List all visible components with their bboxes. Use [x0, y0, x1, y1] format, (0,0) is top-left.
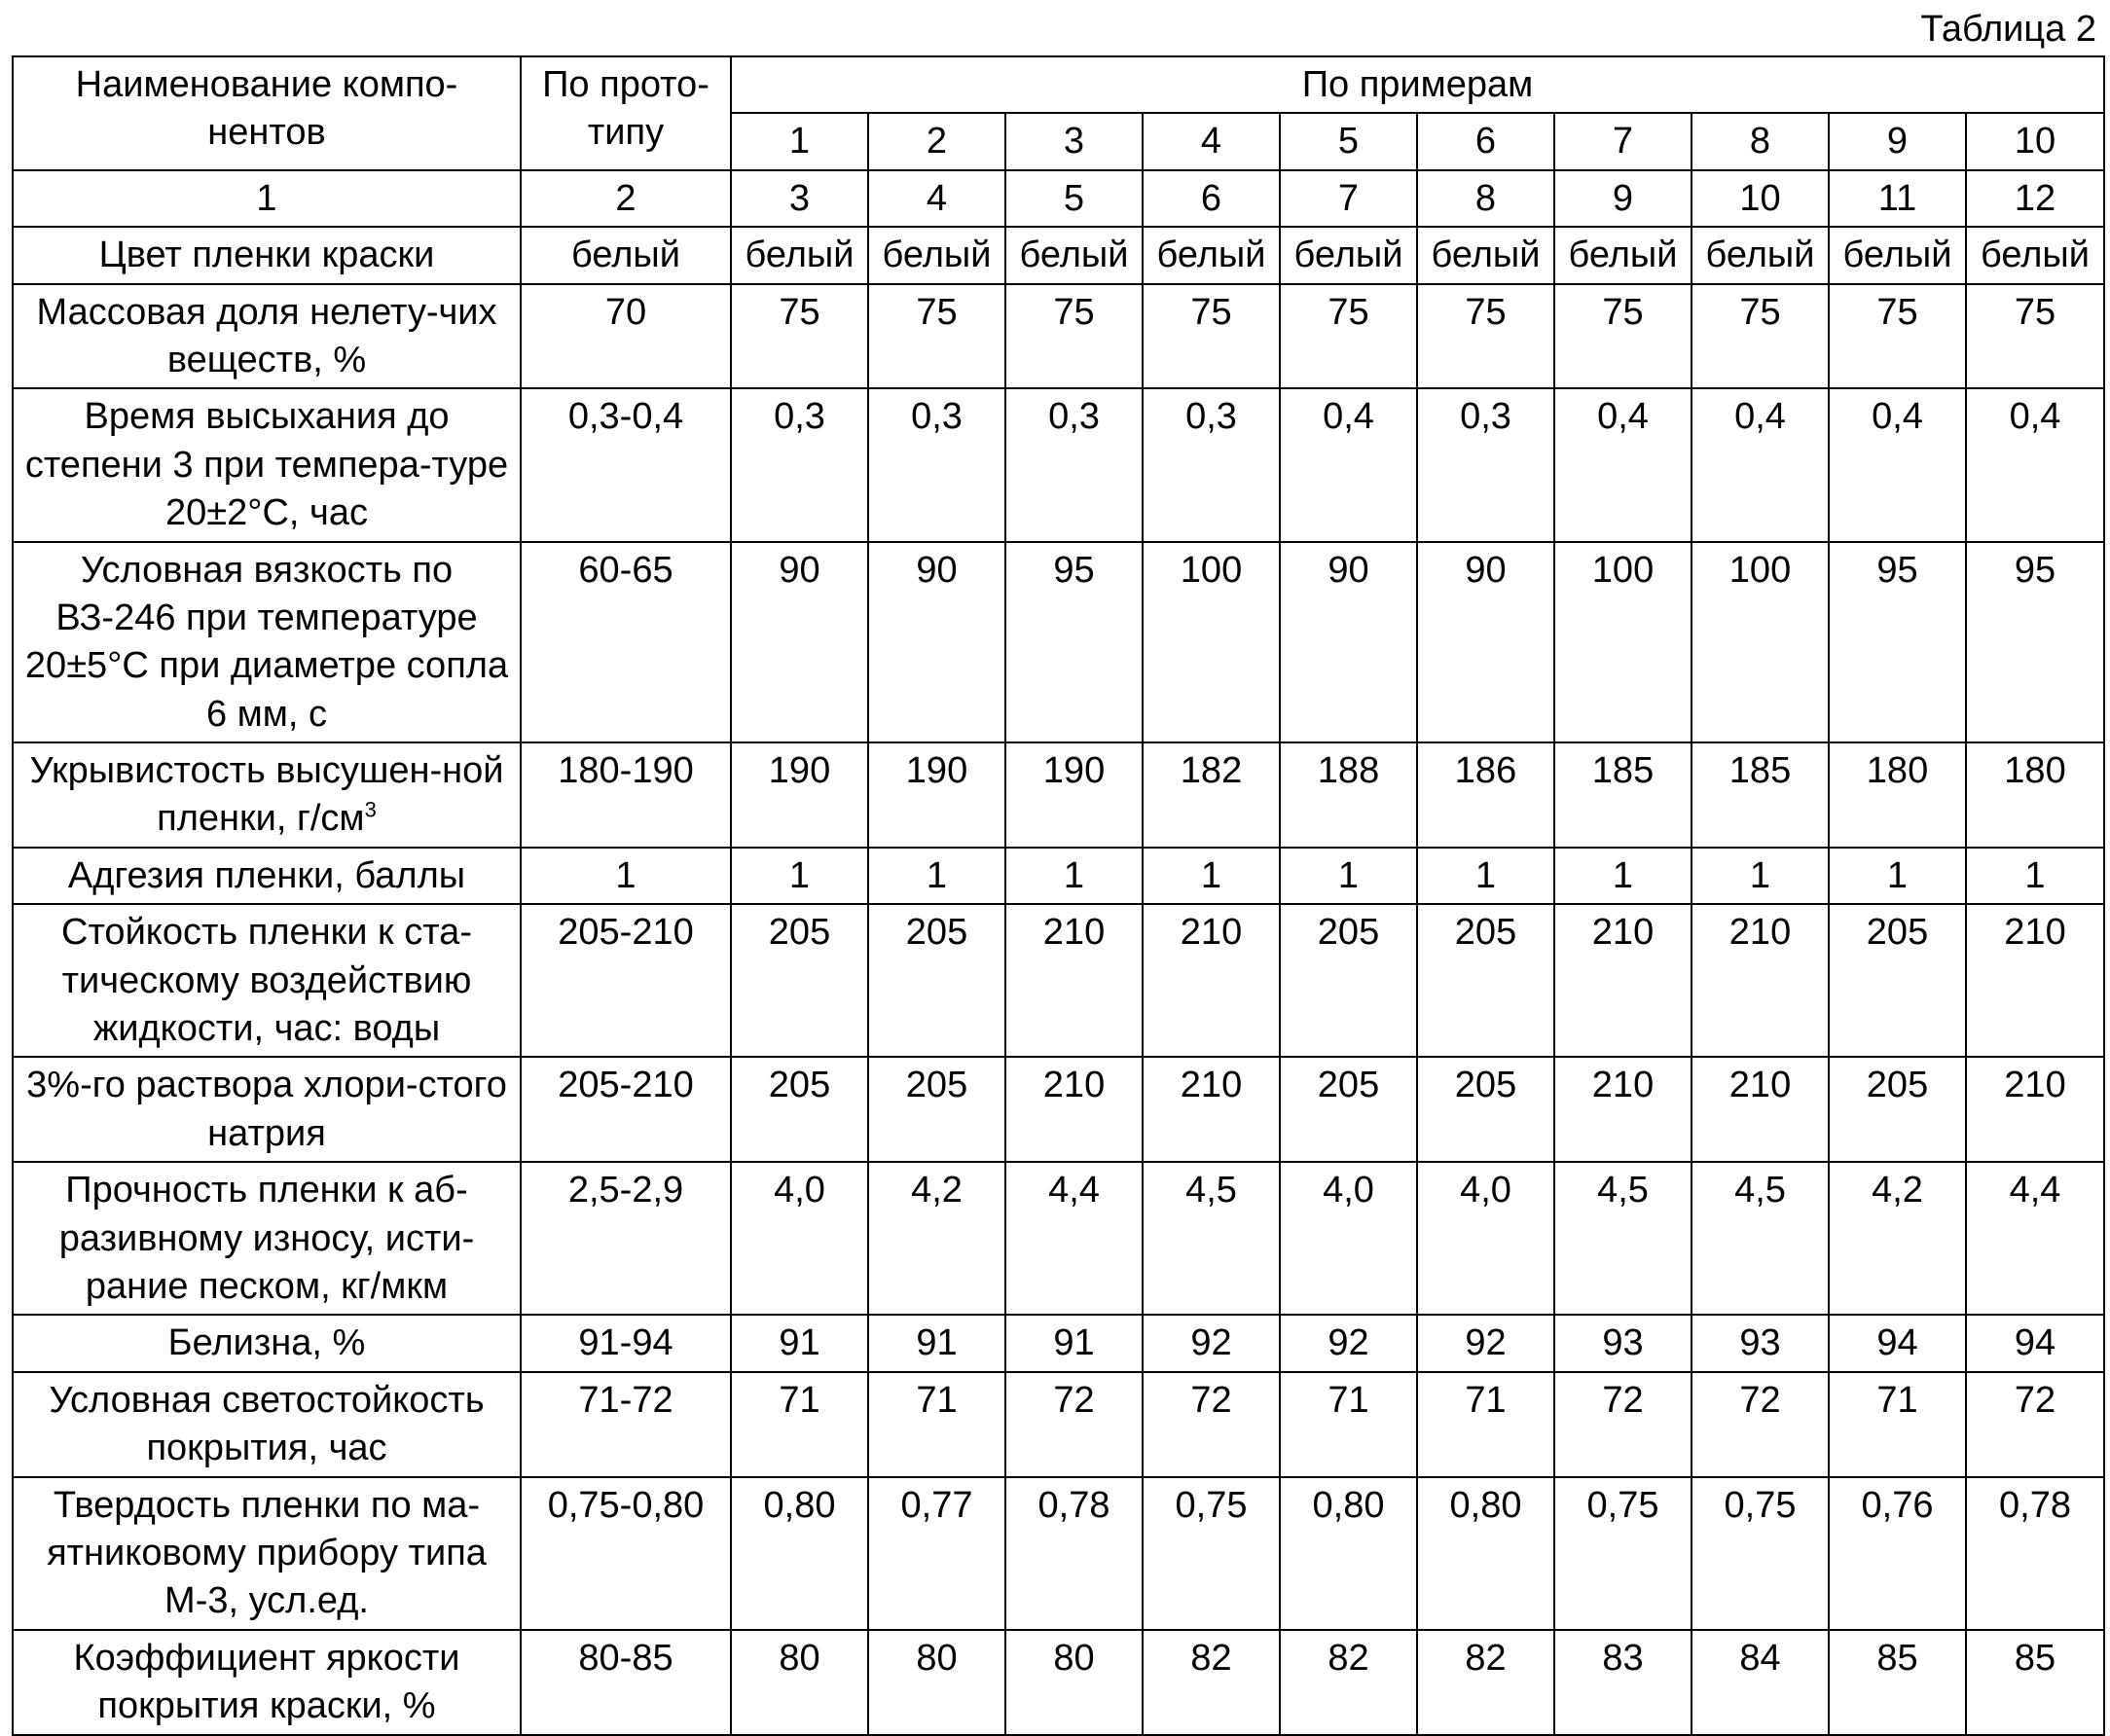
example-number: 1: [731, 113, 868, 169]
example-value: 190: [1005, 742, 1143, 848]
example-value: 90: [868, 542, 1005, 743]
example-value: 180: [1829, 742, 1966, 848]
example-value: 72: [1554, 1372, 1692, 1477]
table-row: [13, 1477, 2104, 1630]
property-name-text: Условная светостойкость покрытия, час: [49, 1379, 485, 1469]
table-row: [13, 388, 2104, 541]
example-value: 80: [731, 1630, 868, 1735]
prototype-value: 205-210: [521, 904, 731, 1057]
column-number: 2: [521, 170, 731, 227]
example-value: 4,2: [1829, 1162, 1966, 1315]
example-value: 92: [1143, 1315, 1280, 1371]
prototype-value: белый: [521, 227, 731, 283]
example-value: 210: [1554, 904, 1692, 1057]
example-value: 182: [1143, 742, 1280, 848]
example-value: 4,5: [1692, 1162, 1829, 1315]
example-value: 82: [1143, 1630, 1280, 1735]
property-name: [13, 1630, 521, 1735]
column-number: 7: [1280, 170, 1417, 227]
example-value: 0,75: [1143, 1477, 1280, 1630]
column-number: 8: [1417, 170, 1554, 227]
property-name-text: Коэффициент яркости покрытия краски, %: [73, 1637, 460, 1727]
properties-table: [12, 55, 2105, 1736]
table-row: [13, 1372, 2104, 1477]
property-name: [13, 227, 521, 283]
example-value: 75: [868, 284, 1005, 389]
example-value: 83: [1554, 1630, 1692, 1735]
column-number: 4: [868, 170, 1005, 227]
example-value: 1: [1554, 848, 1692, 904]
example-value: 90: [1417, 542, 1554, 743]
example-value: 0,3: [868, 388, 1005, 541]
example-value: 75: [1417, 284, 1554, 389]
example-number: 8: [1692, 113, 1829, 169]
example-value: 75: [731, 284, 868, 389]
component-column-header: Наименование компо-нентов: [13, 56, 521, 170]
property-name: [13, 1315, 521, 1371]
example-value: 0,4: [1554, 388, 1692, 541]
column-number: 1: [13, 170, 521, 227]
example-value: 0,78: [1005, 1477, 1143, 1630]
example-value: 4,0: [1280, 1162, 1417, 1315]
example-value: 4,5: [1143, 1162, 1280, 1315]
example-value: 95: [1829, 542, 1966, 743]
example-value: 92: [1280, 1315, 1417, 1371]
property-name-text: Прочность пленки к аб-разивному износу, исти-рание песком, кг/мкм: [58, 1170, 475, 1307]
property-name-text: Укрывистость высушен-ной пленки, г/см: [29, 750, 504, 840]
prototype-value: 70: [521, 284, 731, 389]
example-value: 80: [1005, 1630, 1143, 1735]
example-number: 4: [1143, 113, 1280, 169]
example-value: 0,76: [1829, 1477, 1966, 1630]
property-name-text: Условная вязкость по ВЗ-246 при температуре 20±5°С при диаметре сопла 6 мм, с: [24, 549, 509, 735]
property-name-text: Белизна, %: [167, 1322, 366, 1364]
header-row-column-numbers: [13, 170, 2104, 227]
example-value: 75: [1829, 284, 1966, 389]
example-value: 72: [1005, 1372, 1143, 1477]
example-value: 4,0: [731, 1162, 868, 1315]
table-row: [13, 1162, 2104, 1315]
example-value: 188: [1280, 742, 1417, 848]
example-value: 0,75: [1554, 1477, 1692, 1630]
example-value: 0,77: [868, 1477, 1005, 1630]
example-value: 210: [1692, 1057, 1829, 1162]
example-value: 4,2: [868, 1162, 1005, 1315]
column-number: 5: [1005, 170, 1143, 227]
example-value: 4,4: [1005, 1162, 1143, 1315]
example-value: 186: [1417, 742, 1554, 848]
table-row: [13, 1057, 2104, 1162]
example-value: 4,5: [1554, 1162, 1692, 1315]
table-caption: Таблица 2: [1920, 9, 2096, 50]
example-value: 75: [1143, 284, 1280, 389]
column-number: 10: [1692, 170, 1829, 227]
example-value: 1: [1829, 848, 1966, 904]
prototype-value: 80-85: [521, 1630, 731, 1735]
example-value: 91: [868, 1315, 1005, 1371]
example-value: 0,4: [1829, 388, 1966, 541]
example-value: 180: [1966, 742, 2104, 848]
example-value: 85: [1829, 1630, 1966, 1735]
example-value: 205: [1417, 1057, 1554, 1162]
example-value: 100: [1143, 542, 1280, 743]
example-value: 1: [1966, 848, 2104, 904]
example-value: 210: [1005, 904, 1143, 1057]
example-value: 71: [1417, 1372, 1554, 1477]
example-value: 210: [1966, 904, 2104, 1057]
example-value: 90: [731, 542, 868, 743]
table-row: [13, 542, 2104, 743]
prototype-value: 91-94: [521, 1315, 731, 1371]
example-value: 205: [731, 904, 868, 1057]
example-value: белый: [1417, 227, 1554, 283]
example-value: белый: [1005, 227, 1143, 283]
example-value: 0,80: [1417, 1477, 1554, 1630]
example-number: 3: [1005, 113, 1143, 169]
example-value: 84: [1692, 1630, 1829, 1735]
example-value: 71: [1280, 1372, 1417, 1477]
table-row: [13, 848, 2104, 904]
header-row-group: [13, 56, 2104, 113]
column-number: 3: [731, 170, 868, 227]
example-value: 210: [1966, 1057, 2104, 1162]
example-value: 205: [1829, 904, 1966, 1057]
example-value: 205: [1280, 1057, 1417, 1162]
property-name-text: Цвет пленки краски: [98, 235, 435, 276]
example-value: 92: [1417, 1315, 1554, 1371]
prototype-value: 60-65: [521, 542, 731, 743]
prototype-column-header: По прото-типу: [521, 56, 731, 170]
example-value: белый: [731, 227, 868, 283]
prototype-value: 180-190: [521, 742, 731, 848]
column-number: 6: [1143, 170, 1280, 227]
property-name: [13, 848, 521, 904]
example-value: белый: [1692, 227, 1829, 283]
example-value: 1: [1280, 848, 1417, 904]
example-value: 1: [1692, 848, 1829, 904]
example-number: 9: [1829, 113, 1966, 169]
example-value: 0,78: [1966, 1477, 2104, 1630]
table-row: [13, 1630, 2104, 1735]
property-name: [13, 904, 521, 1057]
example-value: 85: [1966, 1630, 2104, 1735]
example-value: 75: [1692, 284, 1829, 389]
property-name: [13, 1477, 521, 1630]
example-value: 94: [1829, 1315, 1966, 1371]
unit-superscript: 3: [364, 797, 377, 822]
example-number: 2: [868, 113, 1005, 169]
example-value: 0,4: [1966, 388, 2104, 541]
example-value: 190: [868, 742, 1005, 848]
prototype-value: 0,3-0,4: [521, 388, 731, 541]
column-number: 11: [1829, 170, 1966, 227]
example-value: 0,3: [1417, 388, 1554, 541]
example-value: 100: [1554, 542, 1692, 743]
property-name: [13, 1372, 521, 1477]
property-name-text: Время высыхания до степени 3 при темпера-туре 20±2°С, час: [24, 396, 509, 534]
property-name: [13, 742, 521, 848]
example-value: 205: [1829, 1057, 1966, 1162]
example-value: белый: [1280, 227, 1417, 283]
example-value: 75: [1005, 284, 1143, 389]
example-value: 205: [868, 1057, 1005, 1162]
table-row: [13, 1315, 2104, 1371]
example-value: 95: [1005, 542, 1143, 743]
example-value: белый: [1143, 227, 1280, 283]
example-value: 82: [1417, 1630, 1554, 1735]
property-name-text: Твердость пленки по ма-ятниковому прибору типа М-3, усл.ед.: [47, 1484, 487, 1622]
prototype-value: 0,75-0,80: [521, 1477, 731, 1630]
example-value: 71: [731, 1372, 868, 1477]
prototype-value: 71-72: [521, 1372, 731, 1477]
property-name: [13, 1057, 521, 1162]
property-name-text: Массовая доля нелету-чих веществ, %: [36, 291, 497, 380]
example-value: 1: [1417, 848, 1554, 904]
example-value: 4,4: [1966, 1162, 2104, 1315]
example-value: 95: [1966, 542, 2104, 743]
column-number: 9: [1554, 170, 1692, 227]
example-value: 0,3: [1143, 388, 1280, 541]
example-value: 93: [1692, 1315, 1829, 1371]
example-value: 72: [1692, 1372, 1829, 1477]
example-value: 205: [1280, 904, 1417, 1057]
property-name: [13, 1162, 521, 1315]
table-row: [13, 904, 2104, 1057]
example-number: 6: [1417, 113, 1554, 169]
example-value: 0,80: [731, 1477, 868, 1630]
example-value: 205: [868, 904, 1005, 1057]
example-value: белый: [1554, 227, 1692, 283]
example-number: 7: [1554, 113, 1692, 169]
example-number: 10: [1966, 113, 2104, 169]
property-name: [13, 542, 521, 743]
example-value: белый: [1829, 227, 1966, 283]
example-value: 185: [1554, 742, 1692, 848]
property-name: [13, 388, 521, 541]
table-row: [13, 284, 2104, 389]
example-value: 1: [1005, 848, 1143, 904]
example-value: 72: [1966, 1372, 2104, 1477]
example-value: 75: [1554, 284, 1692, 389]
table-body: [13, 227, 2104, 1734]
example-value: 93: [1554, 1315, 1692, 1371]
example-value: 91: [1005, 1315, 1143, 1371]
property-name: [13, 284, 521, 389]
example-value: 91: [731, 1315, 868, 1371]
example-number: 5: [1280, 113, 1417, 169]
example-value: 205: [1417, 904, 1554, 1057]
example-value: 82: [1280, 1630, 1417, 1735]
example-value: 75: [1966, 284, 2104, 389]
example-value: 0,3: [731, 388, 868, 541]
example-value: 210: [1692, 904, 1829, 1057]
example-value: 210: [1143, 904, 1280, 1057]
example-value: 0,4: [1280, 388, 1417, 541]
property-name-text: Стойкость пленки к ста-тическому воздействию жидкости, час: воды: [61, 912, 472, 1050]
prototype-value: 205-210: [521, 1057, 731, 1162]
example-value: 0,4: [1692, 388, 1829, 541]
example-value: 0,80: [1280, 1477, 1417, 1630]
property-name-text: 3%-го раствора хлори-стого натрия: [26, 1065, 507, 1154]
column-number: 12: [1966, 170, 2104, 227]
example-value: 94: [1966, 1315, 2104, 1371]
example-value: 0,3: [1005, 388, 1143, 541]
example-value: 210: [1005, 1057, 1143, 1162]
example-value: 71: [1829, 1372, 1966, 1477]
table-row: [13, 227, 2104, 283]
example-value: 75: [1280, 284, 1417, 389]
example-value: 72: [1143, 1372, 1280, 1477]
example-value: 100: [1692, 542, 1829, 743]
example-value: 71: [868, 1372, 1005, 1477]
example-value: 4,0: [1417, 1162, 1554, 1315]
example-value: 90: [1280, 542, 1417, 743]
example-value: белый: [1966, 227, 2104, 283]
example-value: 80: [868, 1630, 1005, 1735]
example-value: белый: [868, 227, 1005, 283]
example-value: 190: [731, 742, 868, 848]
example-value: 0,75: [1692, 1477, 1829, 1630]
table-row: [13, 742, 2104, 848]
example-value: 1: [868, 848, 1005, 904]
prototype-value: 1: [521, 848, 731, 904]
prototype-value: 2,5-2,9: [521, 1162, 731, 1315]
example-value: 210: [1554, 1057, 1692, 1162]
property-name-text: Адгезия пленки, баллы: [67, 854, 466, 896]
example-value: 210: [1143, 1057, 1280, 1162]
example-value: 1: [731, 848, 868, 904]
example-value: 185: [1692, 742, 1829, 848]
examples-group-header: По примерам: [731, 56, 2104, 113]
example-value: 205: [731, 1057, 868, 1162]
example-value: 1: [1143, 848, 1280, 904]
